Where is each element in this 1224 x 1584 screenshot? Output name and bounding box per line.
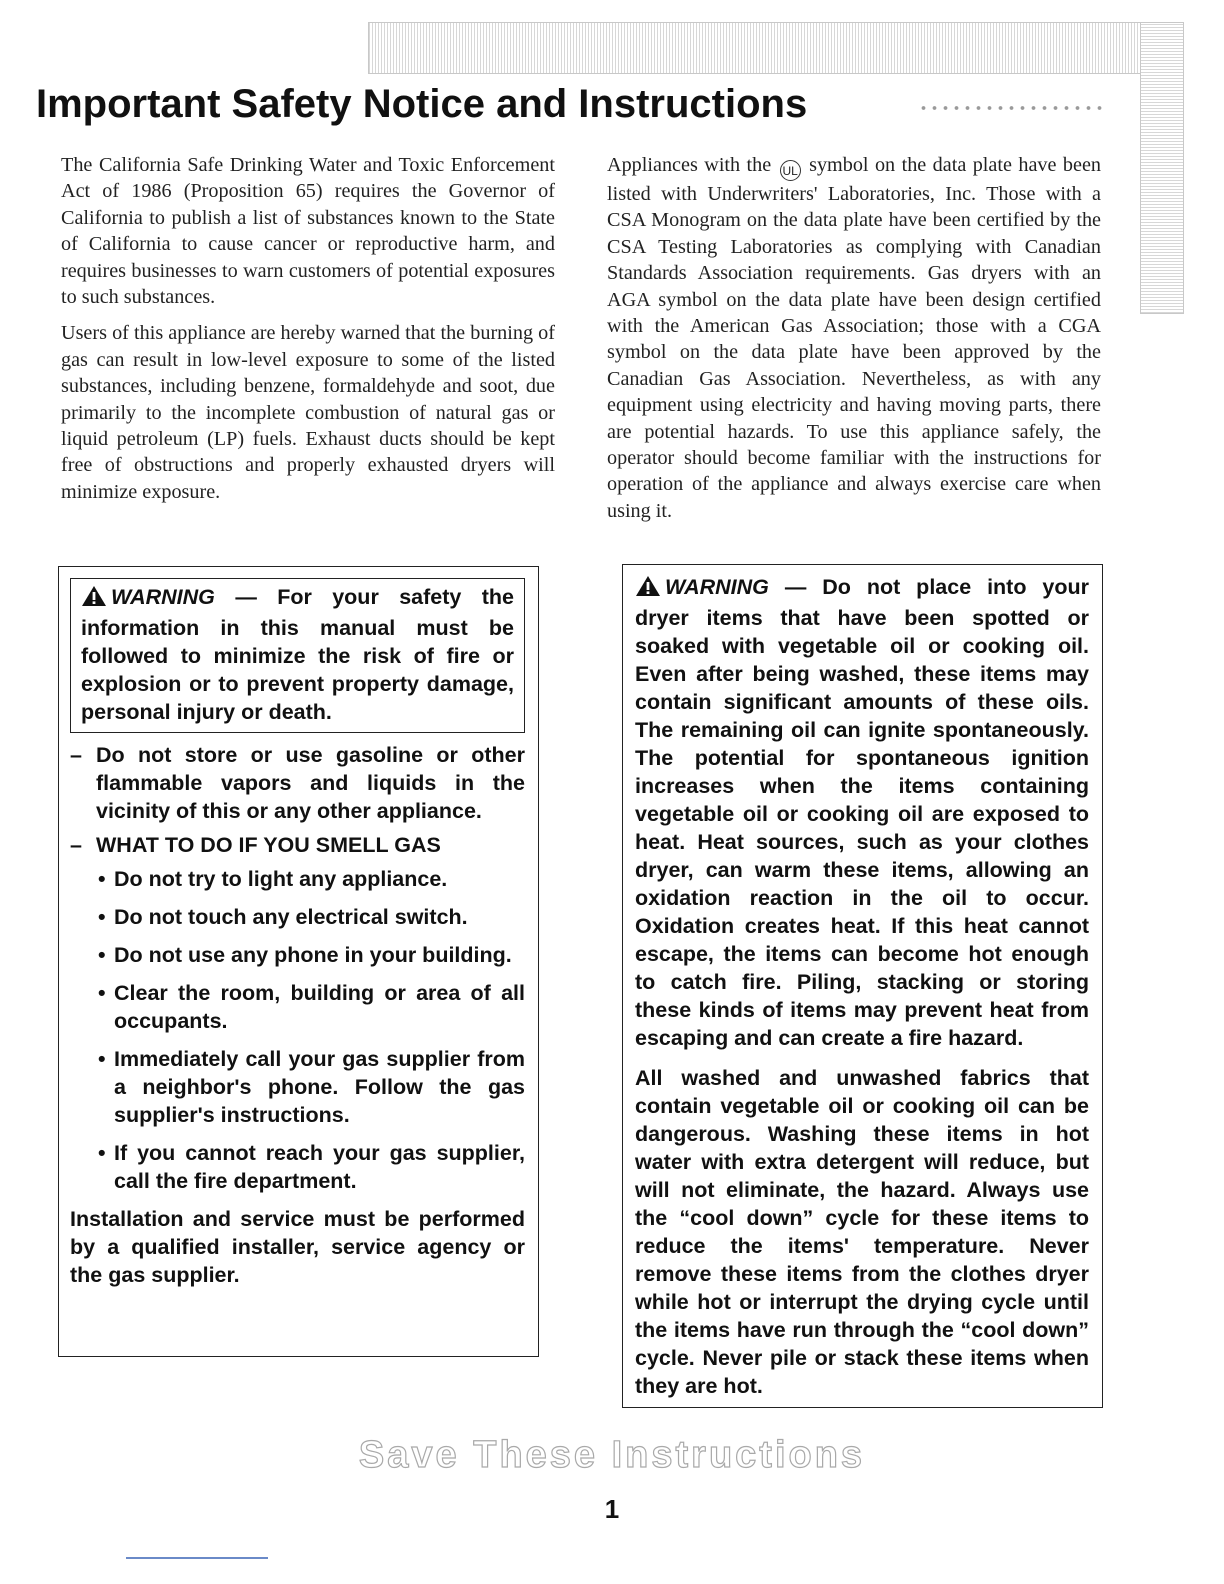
page-number: 1 [604,1494,620,1524]
gas-step-text: Clear the room, building or area of all occupants. [114,981,525,1033]
list-item [70,865,525,893]
bottom-rule [126,1557,268,1559]
warning-label: WARNING [665,575,769,599]
oil-warning-content [635,573,1089,1412]
bullet-marker: • [98,1141,106,1165]
safety-warning-panel [70,578,525,733]
bullet-marker: • [98,905,106,929]
warning-triangle-icon [81,585,107,614]
oil-fire-warning-box [622,564,1103,1408]
gas-step-text: Do not use any phone in your building. [114,943,512,967]
intro-right-column [607,152,1101,534]
fabric-warning-paragraph: All washed and unwashed fabrics that contain vegetable oil or cooking oil can be dangerous. Washing these items in hot water with extra detergent will reduce, but will not eliminate, the hazard. Always use the “cool down” cycle for these items to reduce the items' temperature. Never remove these items from the clothes dryer while hot or interrupt the drying cycle until the items have run through the “cool down” cycle. Never pile or stack these items when they are hot. [635,1066,1089,1398]
certification-text-start: Appliances with the [607,154,772,176]
dash-marker: – [70,833,82,857]
bullet-marker: • [98,943,106,967]
decorative-side-band [1140,22,1184,314]
warning-label: WARNING [111,585,215,609]
gas-step-text: Immediately call your gas supplier from a neighbor's phone. Follow the gas supplier's instructions. [114,1047,525,1127]
list-item [70,941,525,969]
oil-warning-text: Do not place into your dryer items that have been spotted or soaked with vegetable oil or cooking oil. Even after being washed, these items may contain significant amounts of these oils. The remaining oil can ignite spontaneously. The potential for spontaneous ignition increases when the items containing vegetable oil or cooking oil are exposed to heat. Heat sources, such as your clothes dryer, can warm these items, allowing an oxidation reaction in the oil to occur. Oxidation creates heat. If this heat cannot escape, the items can become hot enough to catch fire. Piling, stacking or storing these kinds of items may prevent heat from escaping and can create a fire hazard. [635,575,1089,1050]
list-item [70,1139,525,1195]
decorative-top-band [368,22,1184,74]
title-dot-leader [918,102,1108,114]
save-instructions-banner: Save These Instructions [358,1434,866,1476]
gas-step-text: Do not touch any electrical switch. [114,905,468,929]
list-item [70,979,525,1035]
bullet-marker: • [98,867,106,891]
dash-marker: – [70,743,82,767]
gas-step-text: If you cannot reach your gas supplier, call the fire department. [114,1141,525,1193]
certification-paragraph [607,152,1101,524]
list-item [70,903,525,931]
gas-exposure-paragraph: Users of this appliance are hereby warned that the burning of gas can result in low-level exposure to some of the listed substances, including benzene, formaldehyde and soot, due primarily to the incomplete combustion of natural gas or liquid petroleum (LP) fuels. Exhaust ducts should be kept free of obstructions and properly exhausted dryers will minimize exposure. [61,322,555,503]
gas-step-text: Do not try to light any appliance. [114,867,448,891]
ul-listed-icon: UL [780,160,801,181]
warning-separator: — [235,585,257,609]
list-item [70,831,525,859]
bullet-marker: • [98,981,106,1005]
no-gasoline-instruction: Do not store or use gasoline or other flammable vapors and liquids in the vicinity of this or any other appliance. [96,743,525,823]
gas-instructions-list [70,741,525,1289]
gas-safety-warning-box [58,566,539,1357]
installation-notice: Installation and service must be performed by a qualified installer, service agency or the gas supplier. [70,1207,525,1287]
warning-triangle-icon [635,575,661,604]
proposition-65-paragraph: The California Safe Drinking Water and Toxic Enforcement Act of 1986 (Proposition 65) requires the Governor of California to publish a list of substances known to the State of California to cause cancer or reproductive harm, and requires businesses to warn customers of potential exposures to such substances. [61,154,555,309]
oil-warning-paragraph [635,573,1089,1052]
certification-text-rest: symbol on the data plate have been listed with Underwriters' Laboratories, Inc. Those with a CSA Monogram on the data plate have been certified by the CSA Testing Laboratories as complying with Canadian Standards Association requirements. Gas dryers with an AGA symbol on the data plate have been design certified with the American Gas Association; those with a CGA symbol on the data plate have been approved by the Canadian Gas Association. Nevertheless, as with any equipment using electricity and having moving parts, there are potential hazards. To use this appliance safely, the operator should become familiar with the instructions for operation of the appliance and always exercise care when using it. [607,154,1102,522]
warning-separator: — [784,575,807,599]
intro-left-column [61,152,555,515]
bullet-marker: • [98,1047,106,1071]
list-item [70,1045,525,1129]
list-item [70,741,525,825]
warning-text: For your safety the information in this manual must be followed to minimize the risk of fire or explosion or to prevent property damage, personal injury or death. [81,585,514,724]
smell-gas-heading: WHAT TO DO IF YOU SMELL GAS [96,833,441,857]
page-title: Important Safety Notice and Instructions [36,76,811,132]
